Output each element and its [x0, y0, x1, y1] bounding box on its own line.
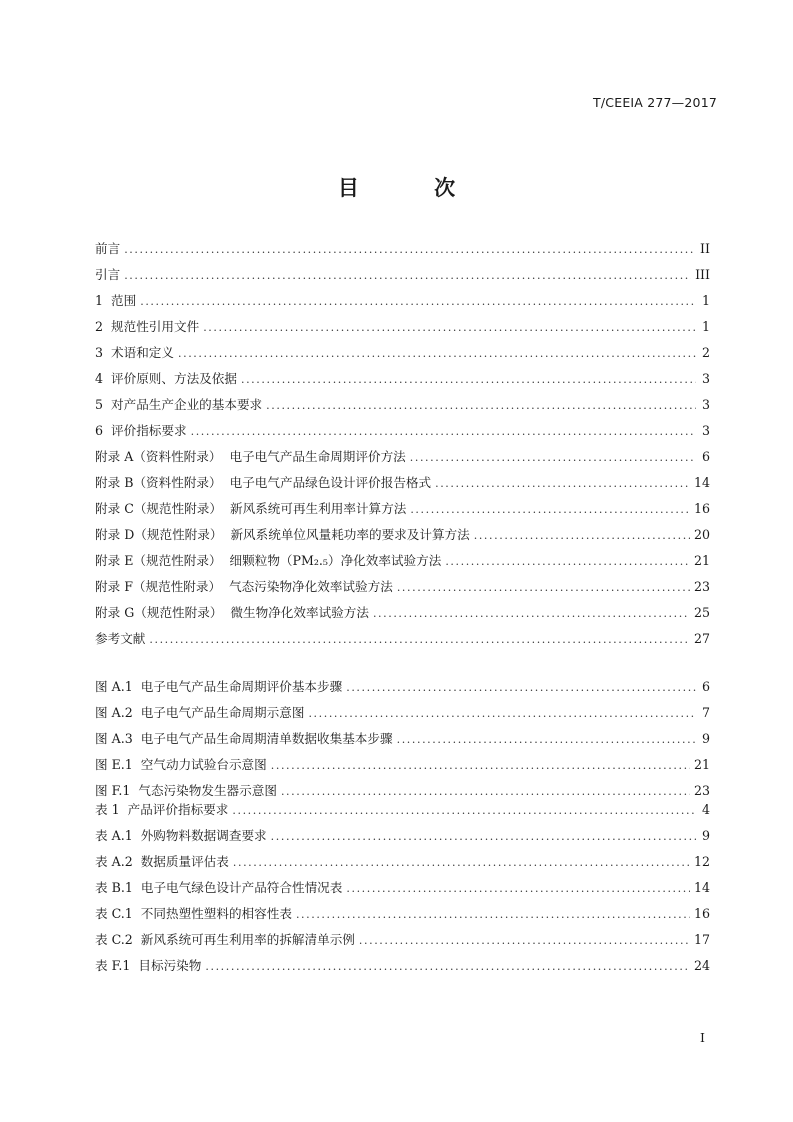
leader-dots — [346, 675, 696, 701]
toc-entry[interactable] — [95, 418, 710, 444]
table-entry-label: 表 B.1 电子电气绿色设计产品符合性情况表 — [95, 880, 343, 895]
table-entry[interactable] — [95, 953, 710, 979]
figure-entry-label: 图 A.1 电子电气产品生命周期评价基本步骤 — [95, 679, 343, 694]
table-entry[interactable] — [95, 901, 710, 927]
table-entry-label: 表 A.2 数据质量评估表 — [95, 854, 229, 869]
table-entry[interactable] — [95, 875, 710, 901]
table-entry-page: 9 — [701, 828, 710, 843]
table-entry-label: 表 A.1 外购物料数据调查要求 — [95, 828, 267, 843]
table-entry[interactable] — [95, 849, 710, 875]
table-entry-page: 17 — [693, 932, 710, 947]
toc-entry-page: 14 — [693, 475, 710, 490]
toc-figures — [95, 674, 710, 804]
toc-entry[interactable] — [95, 496, 710, 522]
figure-entry[interactable] — [95, 752, 710, 778]
toc-entry[interactable] — [95, 600, 710, 626]
toc-entry-page: 1 — [701, 293, 710, 308]
table-entry[interactable] — [95, 823, 710, 849]
leader-dots — [266, 393, 696, 419]
toc-entry[interactable] — [95, 392, 710, 418]
leader-dots — [191, 419, 696, 445]
toc-entry-page: II — [700, 241, 710, 256]
toc-entry[interactable] — [95, 574, 710, 600]
table-entry-label: 表 C.1 不同热塑性塑料的相容性表 — [95, 906, 292, 921]
figure-entry-page: 9 — [701, 731, 710, 746]
toc-entry-label: 附录 G（规范性附录） 微生物净化效率试验方法 — [95, 605, 369, 620]
toc-entry-page: 3 — [701, 371, 710, 386]
toc-entry-label: 附录 E（规范性附录） 细颗粒物（PM₂.₅）净化效率试验方法 — [95, 553, 442, 568]
toc-entry-label: 附录 B（资料性附录） 电子电气产品绿色设计评价报告格式 — [95, 475, 432, 490]
figure-entry-page: 23 — [693, 783, 710, 798]
toc-entry-label: 引言 — [95, 267, 121, 282]
table-entry-page: 12 — [693, 854, 710, 869]
table-entry-label: 表 1 产品评价指标要求 — [95, 802, 229, 817]
leader-dots — [397, 727, 696, 753]
toc-entry-label: 附录 D（规范性附录） 新风系统单位风量耗功率的要求及计算方法 — [95, 527, 470, 542]
leader-dots — [232, 798, 696, 824]
toc-entry-page: 16 — [693, 501, 710, 516]
toc-entry-page: 23 — [693, 579, 710, 594]
toc-entry[interactable] — [95, 262, 710, 288]
figure-entry-label: 图 A.2 电子电气产品生命周期示意图 — [95, 705, 305, 720]
table-entry-page: 14 — [693, 880, 710, 895]
toc-entry-label: 4 评价原则、方法及依据 — [95, 371, 237, 386]
toc-entry-label: 2 规范性引用文件 — [95, 319, 200, 334]
leader-dots — [178, 341, 696, 367]
leader-dots — [233, 850, 690, 876]
leader-dots — [359, 928, 690, 954]
toc-entry-label: 前言 — [95, 241, 121, 256]
figure-entry[interactable] — [95, 726, 710, 752]
toc-entry-page: 3 — [701, 397, 710, 412]
figure-entry-page: 21 — [693, 757, 710, 772]
toc-entry-page: III — [695, 267, 710, 282]
toc-entry[interactable] — [95, 522, 710, 548]
toc-entry[interactable] — [95, 288, 710, 314]
table-entry-page: 16 — [693, 906, 710, 921]
toc-entry-page: 6 — [701, 449, 710, 464]
toc-entry-page: 27 — [693, 631, 710, 646]
toc-entry-page: 3 — [701, 423, 710, 438]
leader-dots — [346, 876, 690, 902]
leader-dots — [397, 575, 690, 601]
leader-dots — [308, 701, 696, 727]
toc-entry-page: 1 — [701, 319, 710, 334]
toc-entry-label: 5 对产品生产企业的基本要求 — [95, 397, 263, 412]
toc-entry-label: 3 术语和定义 — [95, 345, 174, 360]
toc-entry[interactable] — [95, 444, 710, 470]
toc-entry-label: 1 范围 — [95, 293, 137, 308]
toc-entry-label: 参考文献 — [95, 631, 146, 646]
toc-entry[interactable] — [95, 236, 710, 262]
toc-entry-page: 21 — [693, 553, 710, 568]
leader-dots — [445, 549, 690, 575]
leader-dots — [241, 367, 696, 393]
figure-entry-page: 7 — [701, 705, 710, 720]
leader-dots — [410, 445, 696, 471]
leader-dots — [410, 497, 690, 523]
toc-entry[interactable] — [95, 548, 710, 574]
toc-main — [95, 236, 710, 652]
leader-dots — [203, 315, 696, 341]
leader-dots — [435, 471, 690, 497]
document-number: T/CEEIA 277—2017 — [593, 95, 717, 110]
page-number: I — [700, 1030, 705, 1045]
leader-dots — [474, 523, 690, 549]
table-entry-page: 24 — [693, 958, 710, 973]
toc-entry-label: 附录 A（资料性附录） 电子电气产品生命周期评价方法 — [95, 449, 406, 464]
table-entry[interactable] — [95, 797, 710, 823]
leader-dots — [124, 263, 691, 289]
toc-entry-page: 20 — [693, 527, 710, 542]
toc-entry[interactable] — [95, 340, 710, 366]
leader-dots — [124, 237, 696, 263]
figure-entry-label: 图 A.3 电子电气产品生命周期清单数据收集基本步骤 — [95, 731, 393, 746]
leader-dots — [205, 954, 690, 980]
toc-entry[interactable] — [95, 366, 710, 392]
leader-dots — [271, 753, 690, 779]
leader-dots — [373, 601, 690, 627]
toc-tables — [95, 797, 710, 979]
toc-entry-page: 2 — [701, 345, 710, 360]
figure-entry-label: 图 E.1 空气动力试验台示意图 — [95, 757, 267, 772]
figure-entry[interactable] — [95, 674, 710, 700]
page-title: 目 次 — [337, 176, 490, 200]
figure-entry[interactable] — [95, 700, 710, 726]
table-entry-label: 表 C.2 新风系统可再生利用率的拆解清单示例 — [95, 932, 355, 947]
toc-entry-label: 附录 F（规范性附录） 气态污染物净化效率试验方法 — [95, 579, 393, 594]
toc-entry-page: 25 — [693, 605, 710, 620]
toc-entry[interactable] — [95, 626, 710, 652]
table-entry[interactable] — [95, 927, 710, 953]
figure-entry-page: 6 — [701, 679, 710, 694]
table-entry-label: 表 F.1 目标污染物 — [95, 958, 202, 973]
leader-dots — [140, 289, 696, 315]
toc-entry[interactable] — [95, 470, 710, 496]
leader-dots — [271, 824, 696, 850]
toc-entry-label: 附录 C（规范性附录） 新风系统可再生利用率计算方法 — [95, 501, 407, 516]
toc-entry[interactable] — [95, 314, 710, 340]
leader-dots — [149, 627, 690, 653]
table-entry-page: 4 — [701, 802, 710, 817]
figure-entry-label: 图 F.1 气态污染物发生器示意图 — [95, 783, 277, 798]
leader-dots — [296, 902, 690, 928]
toc-entry-label: 6 评价指标要求 — [95, 423, 187, 438]
